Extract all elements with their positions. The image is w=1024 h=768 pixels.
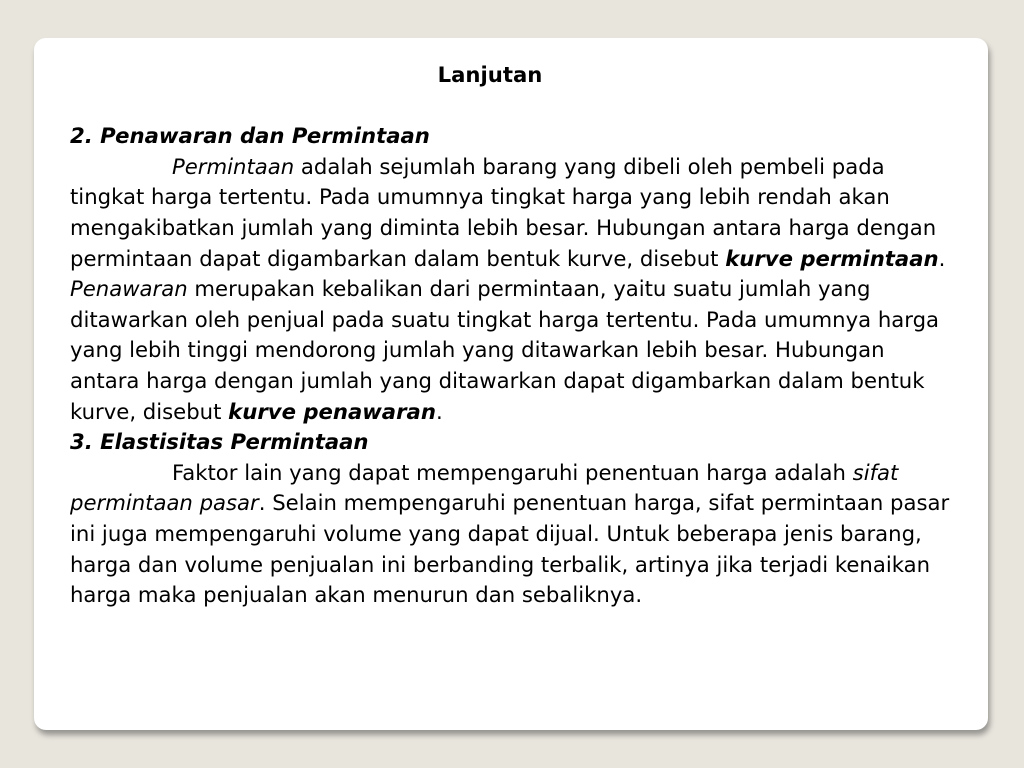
slide-title: Lanjutan	[437, 62, 543, 87]
section-2-heading: 2. Penawaran dan Permintaan	[70, 123, 430, 149]
section-3-heading: 3. Elastisitas Permintaan	[70, 429, 369, 455]
permintaan-end: .	[938, 245, 946, 271]
penawaran-end: .	[435, 398, 443, 424]
kurve-penawaran-term: kurve penawaran	[228, 398, 436, 424]
penawaran-term: Penawaran	[70, 276, 188, 302]
permintaan-paragraph	[70, 152, 950, 274]
penawaran-text: merupakan kebalikan dari permintaan, yaitu suatu jumlah yang ditawarkan oleh penjual pada suatu tingkat harga tertentu. Pada umumnya harga yang lebih tinggi mendorong jumlah yang ditawarkan lebih besar. Hubungan antara harga dengan jumlah yang ditawarkan dapat digambarkan dalam bentuk kurve, disebut	[70, 276, 940, 424]
slide-content	[70, 60, 950, 611]
elastisitas-text-before: Faktor lain yang dapat mempengaruhi penentuan harga adalah	[172, 459, 853, 485]
elastisitas-paragraph	[70, 458, 950, 611]
kurve-permintaan-term: kurve permintaan	[725, 245, 939, 271]
permintaan-term: Permintaan	[172, 153, 295, 179]
sifat-permintaan-pasar-term: sifat permintaan pasar	[70, 459, 899, 516]
permintaan-text: adalah sejumlah barang yang dibeli oleh pembeli pada tingkat harga tertentu. Pada umumnya tingkat harga yang lebih rendah akan mengakibatkan jumlah yang diminta lebih besar. Hubungan antara harga dengan permintaan dapat digambarkan dalam bentuk kurve, disebut	[70, 153, 937, 271]
penawaran-paragraph	[70, 274, 950, 427]
elastisitas-text-after: . Selain mempengaruhi penentuan harga, sifat permintaan pasar ini juga mempengaruhi volume yang dapat dijual. Untuk beberapa jenis barang, harga dan volume penjualan ini berbanding terbalik, artinya jika terjadi kenaikan harga maka penjualan akan menurun dan sebaliknya.	[70, 490, 950, 608]
slide-card	[34, 38, 988, 730]
